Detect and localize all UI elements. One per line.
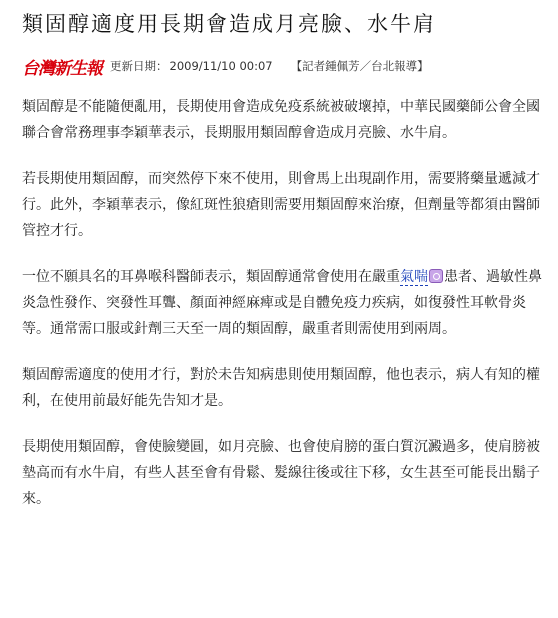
paragraph-4: 類固醇需適度的使用才行，對於未告知病患則使用類固醇，他也表示，病人有知的權利，在使用前最好能先告知才是。: [22, 367, 540, 409]
keyword-link-asthma[interactable]: 氣喘: [400, 269, 428, 285]
newspaper-logo: 台灣新生報: [22, 58, 102, 79]
paragraph-5: 長期使用類固醇，會使臉變圓，如月亮臉、也會使肩膀的蛋白質沉澱過多，使肩膀被墊高而有水牛肩，有些人甚至會有骨鬆、髮線往後或往下移，女生甚至可能長出鬍子來。: [22, 439, 540, 507]
paragraph-3: [22, 264, 542, 342]
paragraph-2: 若長期使用類固醇，而突然停下來不使用，則會馬上出現副作用，需要將藥量遞減才行。此外，李穎華表示，像紅斑性狼瘡則需要用類固醇來治療，但劑量等都須由醫師管控才行。: [22, 171, 540, 239]
paragraph-1: 類固醇是不能隨便亂用，長期使用會造成免疫系統被破壞掉，中華民國藥師公會全國聯合會常務理事李穎華表示，長期服用類固醇會造成月亮臉、水牛肩。: [22, 99, 540, 141]
reporter-byline: 【記者鍾佩芳／台北報導】: [290, 59, 429, 73]
paragraph-3-text-start: 一位不願具名的耳鼻喉科醫師表示，類固醇通常會使用在嚴重: [22, 269, 400, 285]
update-date-label: 更新日期：: [110, 59, 168, 73]
article-meta: [22, 54, 542, 78]
popup-icon[interactable]: [429, 269, 443, 283]
article-body: [22, 94, 542, 532]
update-date: 2009/11/10 00:07: [169, 59, 273, 73]
article-headline: 類固醇適度用長期會造成月亮臉、水牛肩: [22, 12, 436, 36]
paragraph-3-text-end: 患者、過敏性鼻炎急性發作、突發性耳聾、顏面神經麻痺或是自體免疫力疾病，如復發性耳軟骨炎等。通常需口服或針劑三天至一周的類固醇，嚴重者則需使用到兩周。: [22, 269, 542, 337]
